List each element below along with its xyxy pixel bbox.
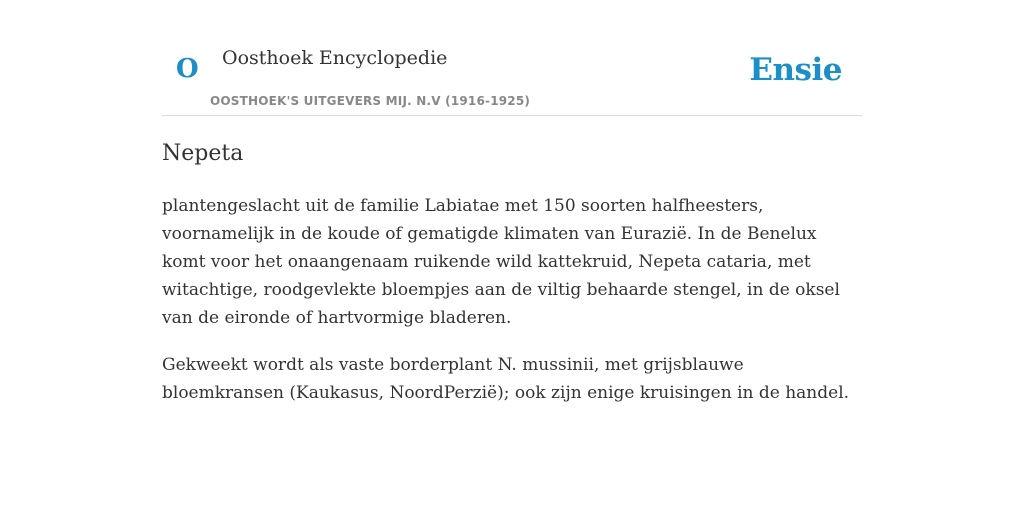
content-container — [162, 0, 862, 403]
entry-paragraph: plantengeslacht uit de familie Labiatae met 150 soorten halfheesters, voornamelijk in de koude of gematigde klimaten van Eurazië. In de Benelux komt voor het onaangenaam ruikende wild kattekruid, Nepeta cataria, met witachtige, roodgevlekte bloempjes aan de viltig behaarde stengel, in de oksel van de eironde of hartvormige bladeren. — [162, 196, 840, 328]
entry-title: Nepeta — [162, 141, 244, 166]
publisher-label: OOSTHOEK'S UITGEVERS MIJ. N.V (1916-1925) — [210, 94, 531, 108]
ensie-logo-link[interactable]: Ensie — [749, 52, 842, 88]
entry-paragraph: Gekweekt wordt als vaste borderplant N. mussinii, met grijsblauwe bloemkransen (Kaukasus, NoordPerzië); ook zijn enige kruisingen in de handel. — [162, 355, 850, 403]
source-logo-letter[interactable]: O — [176, 54, 199, 84]
source-header — [162, 0, 862, 116]
source-title[interactable]: Oosthoek Encyclopedie — [222, 47, 448, 69]
entry-body — [162, 192, 864, 426]
